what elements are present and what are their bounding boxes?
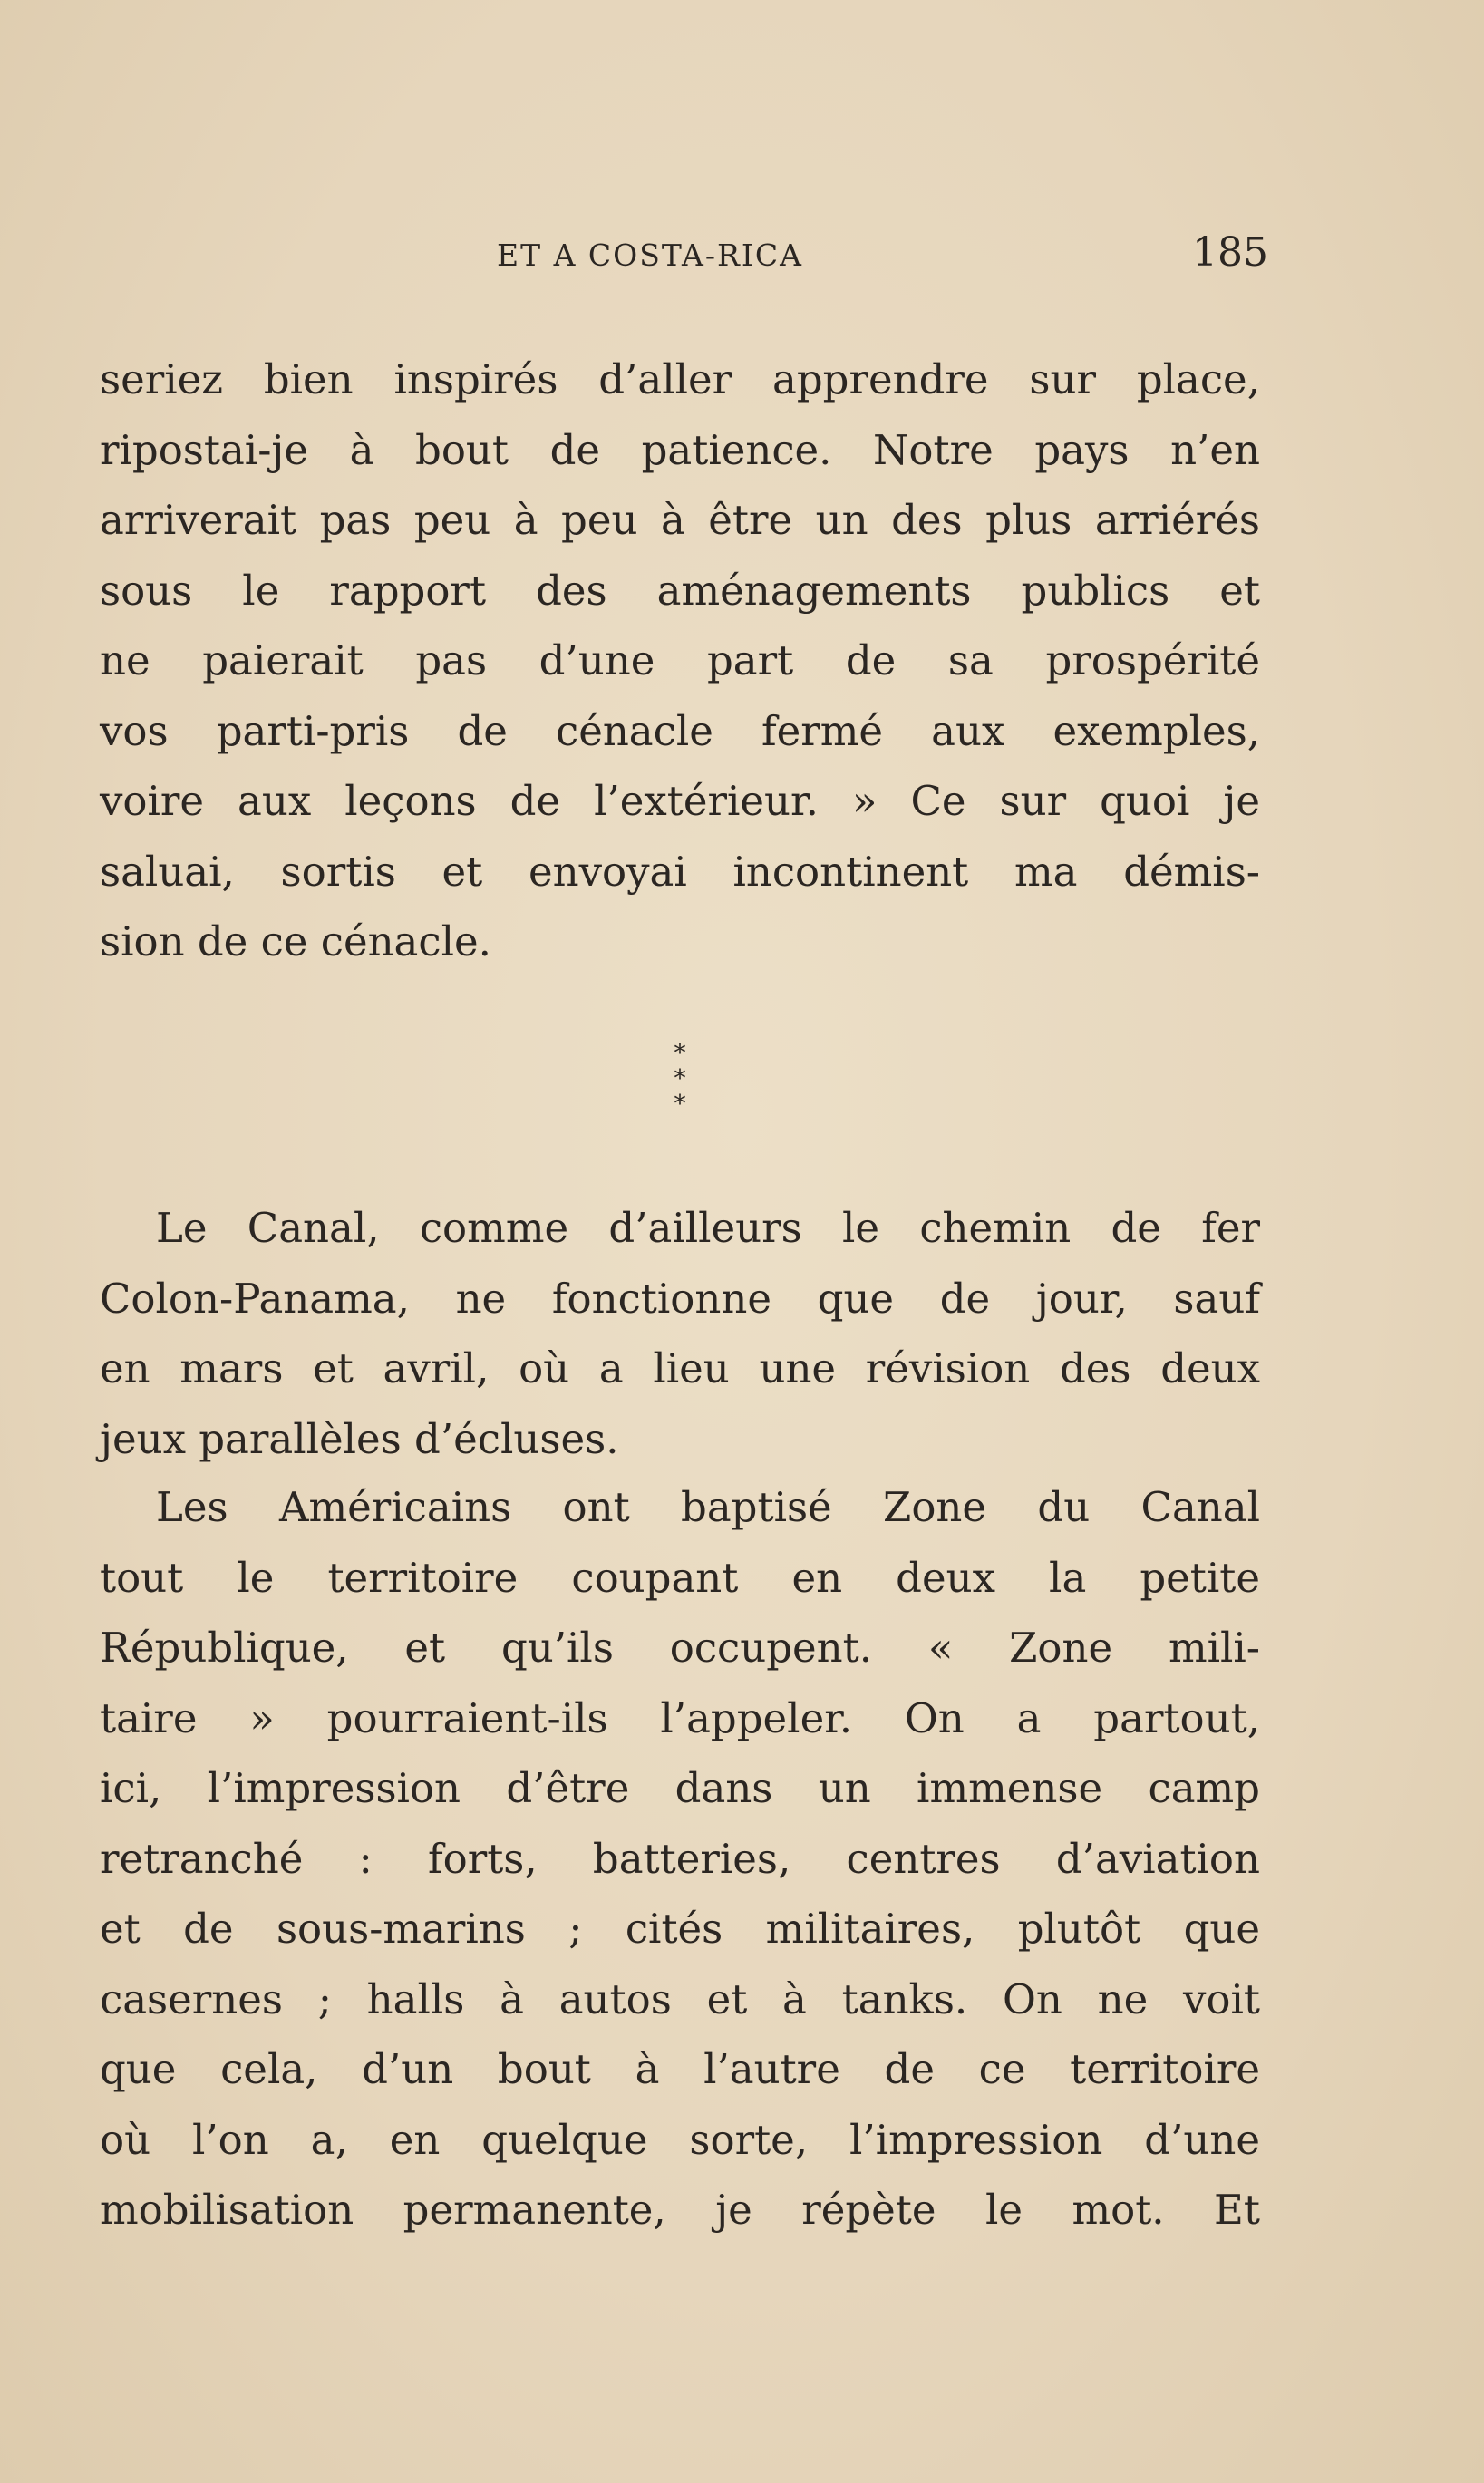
text-line: voire aux leçons de l’extérieur. » Ce sur quoi je — [100, 777, 1260, 825]
text-line: ici, l’impression d’être dans un immense camp — [100, 1764, 1260, 1812]
page-number: 185 — [1192, 229, 1268, 276]
asterism-bottom: * * — [674, 1065, 703, 1118]
text-line: Le Canal, comme d’ailleurs le chemin de fer — [156, 1204, 1260, 1252]
text-line: Colon-Panama, ne fonctionne que de jour, sauf — [100, 1274, 1260, 1323]
text-line: en mars et avril, où a lieu une révision des deux — [100, 1344, 1260, 1392]
section-break-asterism — [635, 1040, 725, 1118]
text-line: Les Américains ont baptisé Zone du Canal — [156, 1483, 1260, 1531]
text-line: casernes ; halls à autos et à tanks. On ne voit — [100, 1974, 1260, 2023]
text-line: saluai, sortis et envoyai incontinent ma démis- — [100, 847, 1260, 896]
text-line: République, et qu’ils occupent. « Zone mili- — [100, 1624, 1260, 1672]
text-line: que cela, d’un bout à l’autre de ce territoire — [100, 2045, 1260, 2093]
text-line: taire » pourraient-ils l’appeler. On a partout, — [100, 1693, 1260, 1742]
asterism-top: * — [674, 1040, 686, 1067]
text-line: arriverait pas peu à peu à être un des plus arriérés — [100, 496, 1260, 544]
text-line: seriez bien inspirés d’aller apprendre sur place, — [100, 355, 1260, 403]
text-line: vos parti-pris de cénacle fermé aux exemples, — [100, 706, 1260, 755]
text-line: ripostai-je à bout de patience. Notre pays n’en — [100, 425, 1260, 474]
text-line: où l’on a, en quelque sorte, l’impression d’une — [100, 2115, 1260, 2164]
text-line: sion de ce cénacle. — [100, 917, 491, 965]
text-line: ne paierait pas d’une part de sa prospérité — [100, 636, 1260, 684]
paragraph-3 — [100, 1472, 1260, 2245]
text-line: sous le rapport des aménagements publics et — [100, 566, 1260, 615]
text-line: tout le territoire coupant en deux la petite — [100, 1553, 1260, 1602]
text-line: retranché : forts, batteries, centres d’aviation — [100, 1834, 1260, 1883]
text-line: mobilisation permanente, je répète le mot. Et — [100, 2186, 1260, 2234]
running-title: ET A COSTA-RICA — [497, 238, 803, 273]
paragraph-1 — [100, 344, 1260, 977]
text-line: jeux parallèles d’écluses. — [100, 1414, 619, 1463]
paragraph-2 — [100, 1193, 1260, 1474]
text-line: et de sous-marins ; cités militaires, plutôt que — [100, 1905, 1260, 1953]
